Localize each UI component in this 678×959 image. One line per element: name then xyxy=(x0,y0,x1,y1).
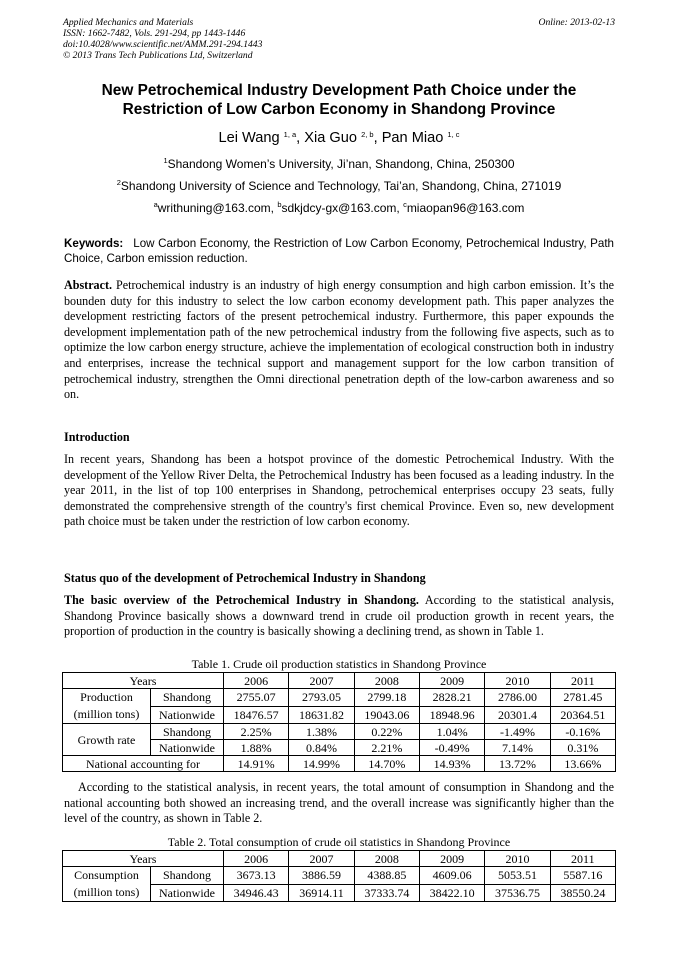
title-line-1: New Petrochemical Industry Development Path Choice under the xyxy=(101,82,577,99)
overview-paragraph xyxy=(64,593,614,640)
table-header-cell: Years xyxy=(63,851,224,867)
abstract xyxy=(64,278,614,403)
row-label: Nationwide xyxy=(151,884,224,902)
table-cell: 38422.10 xyxy=(420,884,485,902)
table-cell: 38550.24 xyxy=(550,884,615,902)
table-header-cell: 2008 xyxy=(354,673,419,689)
table-header-cell: Years xyxy=(63,673,224,689)
table-cell: 0.31% xyxy=(550,740,615,756)
table-header-cell: 2009 xyxy=(420,673,485,689)
table-cell: 36914.11 xyxy=(289,884,354,902)
table-cell: 37333.74 xyxy=(354,884,419,902)
author-3: Pan Miao $^{1, c}$ xyxy=(381,130,460,146)
table-cell: 20301.4 xyxy=(485,706,550,724)
status-heading: Status quo of the development of Petrochemical Industry in Shandong xyxy=(64,571,426,585)
table-cell: 4388.85 xyxy=(354,867,419,885)
author-list xyxy=(64,130,614,147)
table-header-cell: 2011 xyxy=(550,851,615,867)
row-label: Nationwide xyxy=(151,706,224,724)
table-cell: 13.66% xyxy=(550,756,615,772)
table2-crude-oil-consumption xyxy=(62,850,616,902)
table-cell: 18948.96 xyxy=(420,706,485,724)
table1-caption: Table 1. Crude oil production statistics in Shandong Province xyxy=(191,657,487,671)
table-cell: 2.21% xyxy=(354,740,419,756)
table-cell: 0.84% xyxy=(289,740,354,756)
row-group-label: Growth rate xyxy=(63,724,151,756)
table-cell: 14.70% xyxy=(354,756,419,772)
keywords-label: Keywords: xyxy=(64,237,124,250)
affiliation-2: $^2$Shandong University of Science and Technology, Tai’an, Shandong, China, 271019 xyxy=(116,178,562,193)
table-row xyxy=(63,689,616,707)
row-group-label: Consumption (million tons) xyxy=(63,867,151,902)
table-cell: 18476.57 xyxy=(224,706,289,724)
copyright-line: © 2013 Trans Tech Publications Ltd, Switzerland xyxy=(63,50,253,61)
table-cell: -0.49% xyxy=(420,740,485,756)
table-row xyxy=(63,724,616,740)
keywords xyxy=(64,236,614,266)
doi-line: doi:10.4028/www.scientific.net/AMM.291-294.1443 xyxy=(63,39,263,50)
email-c: miaopan96@163.com xyxy=(406,201,525,215)
table-cell: 3886.59 xyxy=(289,867,354,885)
table-cell: 19043.06 xyxy=(354,706,419,724)
title-line-2: Restriction of Low Carbon Economy in Shandong Province xyxy=(122,101,556,118)
journal-name: Applied Mechanics and Materials xyxy=(63,17,194,28)
table-row xyxy=(63,851,616,867)
table-row xyxy=(63,756,616,772)
online-date: Online: 2013-02-13 xyxy=(538,17,615,28)
table-cell: 20364.51 xyxy=(550,706,615,724)
table-header-cell: 2008 xyxy=(354,851,419,867)
table-cell: -1.49% xyxy=(485,724,550,740)
email-a: writhuning@163.com, xyxy=(157,201,278,215)
row-label: National accounting for xyxy=(63,756,224,772)
table-cell: 1.38% xyxy=(289,724,354,740)
table-header-cell: 2007 xyxy=(289,673,354,689)
table-header-cell: 2009 xyxy=(420,851,485,867)
table-cell: 1.04% xyxy=(420,724,485,740)
table-cell: 13.72% xyxy=(485,756,550,772)
table-header-cell: 2007 xyxy=(289,851,354,867)
table-cell: 5053.51 xyxy=(485,867,550,885)
table-cell: 1.88% xyxy=(224,740,289,756)
email-b: sdkjdcy-gx@163.com, xyxy=(281,201,404,215)
journal-metadata xyxy=(63,17,262,61)
row-group-label: Production (million tons) xyxy=(63,689,151,724)
overview-text: According to the statistical analysis, Shandong Province basically shows a downward trend in crude oil production growth in recent years, the proportion of production in the country is basically showing a declining trend, as shown in Table 1. xyxy=(64,593,615,639)
table-cell: 14.99% xyxy=(289,756,354,772)
table-header-cell: 2006 xyxy=(224,851,289,867)
table2-caption: Table 2. Total consumption of crude oil statistics in Shandong Province xyxy=(167,835,511,849)
table-cell: 2755.07 xyxy=(224,689,289,707)
table-row xyxy=(63,673,616,689)
table-header-cell: 2011 xyxy=(550,673,615,689)
table-cell: 14.91% xyxy=(224,756,289,772)
table-cell: 2799.18 xyxy=(354,689,419,707)
table-cell: -0.16% xyxy=(550,724,615,740)
table-header-cell: 2010 xyxy=(485,673,550,689)
row-label: Shandong xyxy=(151,689,224,707)
table-cell: 14.93% xyxy=(420,756,485,772)
table-cell: 34946.43 xyxy=(224,884,289,902)
table-cell: 7.14% xyxy=(485,740,550,756)
row-label: Shandong xyxy=(151,724,224,740)
table-cell: 5587.16 xyxy=(550,867,615,885)
table-cell: 18631.82 xyxy=(289,706,354,724)
row-label: Shandong xyxy=(151,867,224,885)
table-cell: 2828.21 xyxy=(420,689,485,707)
table-cell: 0.22% xyxy=(354,724,419,740)
keywords-text: Low Carbon Economy, the Restriction of Low Carbon Economy, Petrochemical Industry, Path Choice, Carbon emission reduction. xyxy=(64,237,614,265)
table-row xyxy=(63,867,616,885)
table-cell: 3673.13 xyxy=(224,867,289,885)
table-cell: 2781.45 xyxy=(550,689,615,707)
table-cell: 2.25% xyxy=(224,724,289,740)
table-cell: 4609.06 xyxy=(420,867,485,885)
introduction-text: In recent years, Shandong has been a hotspot province of the domestic Petrochemical Industry. With the development of the Yellow River Delta, the Petrochemical Industry has been focused as a leading industry. In the year 2011, in the list of top 100 enterprises in Shandong, petrochemical enterprises occupy 23 seats, fully demonstrated the comprehensive strength of the country's first chemical Province. Even so, new development path choice must be taken under the restriction of low carbon economy. xyxy=(64,452,614,529)
table-header-cell: 2010 xyxy=(485,851,550,867)
abstract-label: Abstract. xyxy=(64,278,113,292)
table-header-cell: 2006 xyxy=(224,673,289,689)
author-2: Xia Guo $^{2, b}$, xyxy=(304,130,382,146)
overview-label: The basic overview of the Petrochemical Industry in Shandong. xyxy=(64,593,419,607)
table-cell: 2786.00 xyxy=(485,689,550,707)
row-label: Nationwide xyxy=(151,740,224,756)
issn-line: ISSN: 1662-7482, Vols. 291-294, pp 1443-1446 xyxy=(63,28,246,39)
table-cell: 37536.75 xyxy=(485,884,550,902)
consumption-paragraph: According to the statistical analysis, in recent years, the total amount of consumption in Shandong and the national accounting both showed an increasing trend, and the overall increase was significantly higher than the level of the country, as shown in Table 2. xyxy=(64,780,614,826)
table-cell: 2793.05 xyxy=(289,689,354,707)
table1-crude-oil-production xyxy=(62,672,616,772)
author-emails: $^a$writhuning@163.com, $^b$sdkjdcy-gx@163.com, $^c$miaopan96@163.com xyxy=(153,200,525,215)
abstract-text: Petrochemical industry is an industry of high energy consumption and high carbon emission. It’s the bounden duty for this industry to select the low carbon economy development path. This paper analyzes the development restricting factors of the present petrochemical industry. Furthermore, this paper expounds the development implementation path of the new petrochemical industry from the following five aspects, such as to optimize the low carbon energy structure, achieve the implementation of ecological construction both in industry and enterprises, increase the technical support and management support for the low carbon transition of petrochemical industry, strengthen the Omni directional penetration depth of the low-carbon awareness and so on. xyxy=(64,278,614,402)
paper-title xyxy=(64,81,614,119)
author-1: Lei Wang $^{1, a}$, xyxy=(218,130,305,146)
affiliation-1: $^1$Shandong Women’s University, Ji’nan, Shandong, China, 250300 xyxy=(163,156,515,171)
introduction-heading: Introduction xyxy=(64,430,130,444)
